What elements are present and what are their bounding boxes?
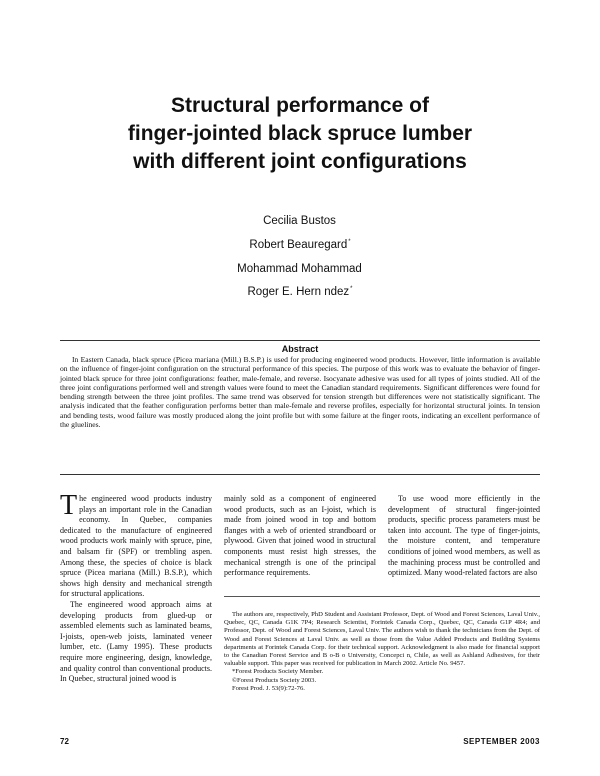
author: Roger E. Hern ndez* [247,286,353,299]
body-paragraph: mainly sold as a component of engineered wood products, such as an I-joist, which is made from joined wood in top and bottom flanges with a web of oriented strandboard or plywood. Given that joined wood in structural components must resist high stresses, the mechanical strength is one of the principal performance requirements. [224,494,376,578]
author-footnote [224,596,540,693]
body-column-2 [224,494,376,579]
drop-cap: T [60,490,78,521]
footnote-membership: *Forest Products Society Member. [232,668,324,676]
page-number: 72 [60,737,69,746]
paper-title [60,92,540,176]
footnote-copyright: ©Forest Products Society 2003. [232,676,317,684]
author: Cecilia Bustos [263,214,336,227]
author: Robert Beauregard* [249,238,351,251]
footnote-citation: Forest Prod. J. 53(9):72-76. [232,684,305,692]
abstract-bottom-rule [60,474,540,475]
body-paragraph: The engineered wood approach aims at developing products from glued-up or assembled elements such as laminated beams, I-joists, open-web joists, laminated veneer lumber, etc. (Lamy 1995). These products require more engineering, design, knowledge, and quality control than conventional products. In Quebec, structural joined wood is [60,599,212,684]
body-column-3 [388,494,540,579]
body-column-1 [60,490,212,685]
title-line: with different joint configurations [133,150,467,173]
author: Mohammad Mohammad [237,262,362,275]
abstract-heading: Abstract [281,344,319,354]
issue-date: SEPTEMBER 2003 [463,737,540,746]
abstract-top-rule [60,340,540,341]
body-paragraph: The engineered wood products industry plays an important role in the Canadian economy. In Quebec, companies dedicated to the manufacture of engineered wood products work mainly with spruce, pine, and balsam fir (SPF) or trembling aspen. Among these, the species of choice is black spruce (Picea mariana (Mill.) B.S.P.), which shows high density and mechanical strength for structural applications. [60,490,212,599]
title-line: Structural performance of [171,94,429,117]
footnote-paragraph: The authors are, respectively, PhD Student and Assistant Professor, Dept. of Wood and Forest Sciences, Laval Univ., Quebec, QC, Canada G1K 7P4; Research Scientist, Forintek Canada Corp., Quebec, QC, Canada G1P 4R4; and Professor, Dept. of Wood and Forest Sciences, Laval Univ. The authors wish to thank the technicians from the Dept. of Wood and Forest Sciences at Laval Univ. as well as those from the Value Added Products and Building Systems departments at Forintek Canada Corp. for their technical support. Acknowledgment is also made for financial support to the Canadian Forest Service and B o-B o University, Concepci n, Chile, as well as Ashland Adhesives, for their valuable support. This paper was received for publication in March 2002. Article No. 9457. [224,611,540,668]
abstract-body: In Eastern Canada, black spruce (Picea mariana (Mill.) B.S.P.) is used for producing engineered wood products. However, little information is available on the influence of finger-joint configuration on the structural performance of this species. The purpose of this work was to evaluate the behavior of finger-jointed black spruce for three joint configurations: feather, male-female, and reverse. Isocyanate adhesive was used for all types of joints studied. All of the three joint configurations performed well and strength values were found to meet the Canadian standard requirements. Significant differences were found for bending strength between the three joint profiles. The same trend was observed for tension strength but differences were not statistically significant. The analysis indicated that the feather configuration performs better than male-female and reverse profiles, especially for horizontal structural joints. In tension and bending tests, wood failure was mostly produced along the joint profile but with some failure at the finger roots, indicating an excellent performance of the gluelines. [60,355,540,430]
body-paragraph: To use wood more efficiently in the development of structural finger-jointed products, specific process parameters must be taken into account. The type of finger-joints, the moisture content, and temperature conditions of joined wood members, as well as the machining process must be controlled and optimized. Many wood-related factors are also [388,494,540,578]
author-list [150,208,450,303]
title-line: finger-jointed black spruce lumber [127,122,473,145]
